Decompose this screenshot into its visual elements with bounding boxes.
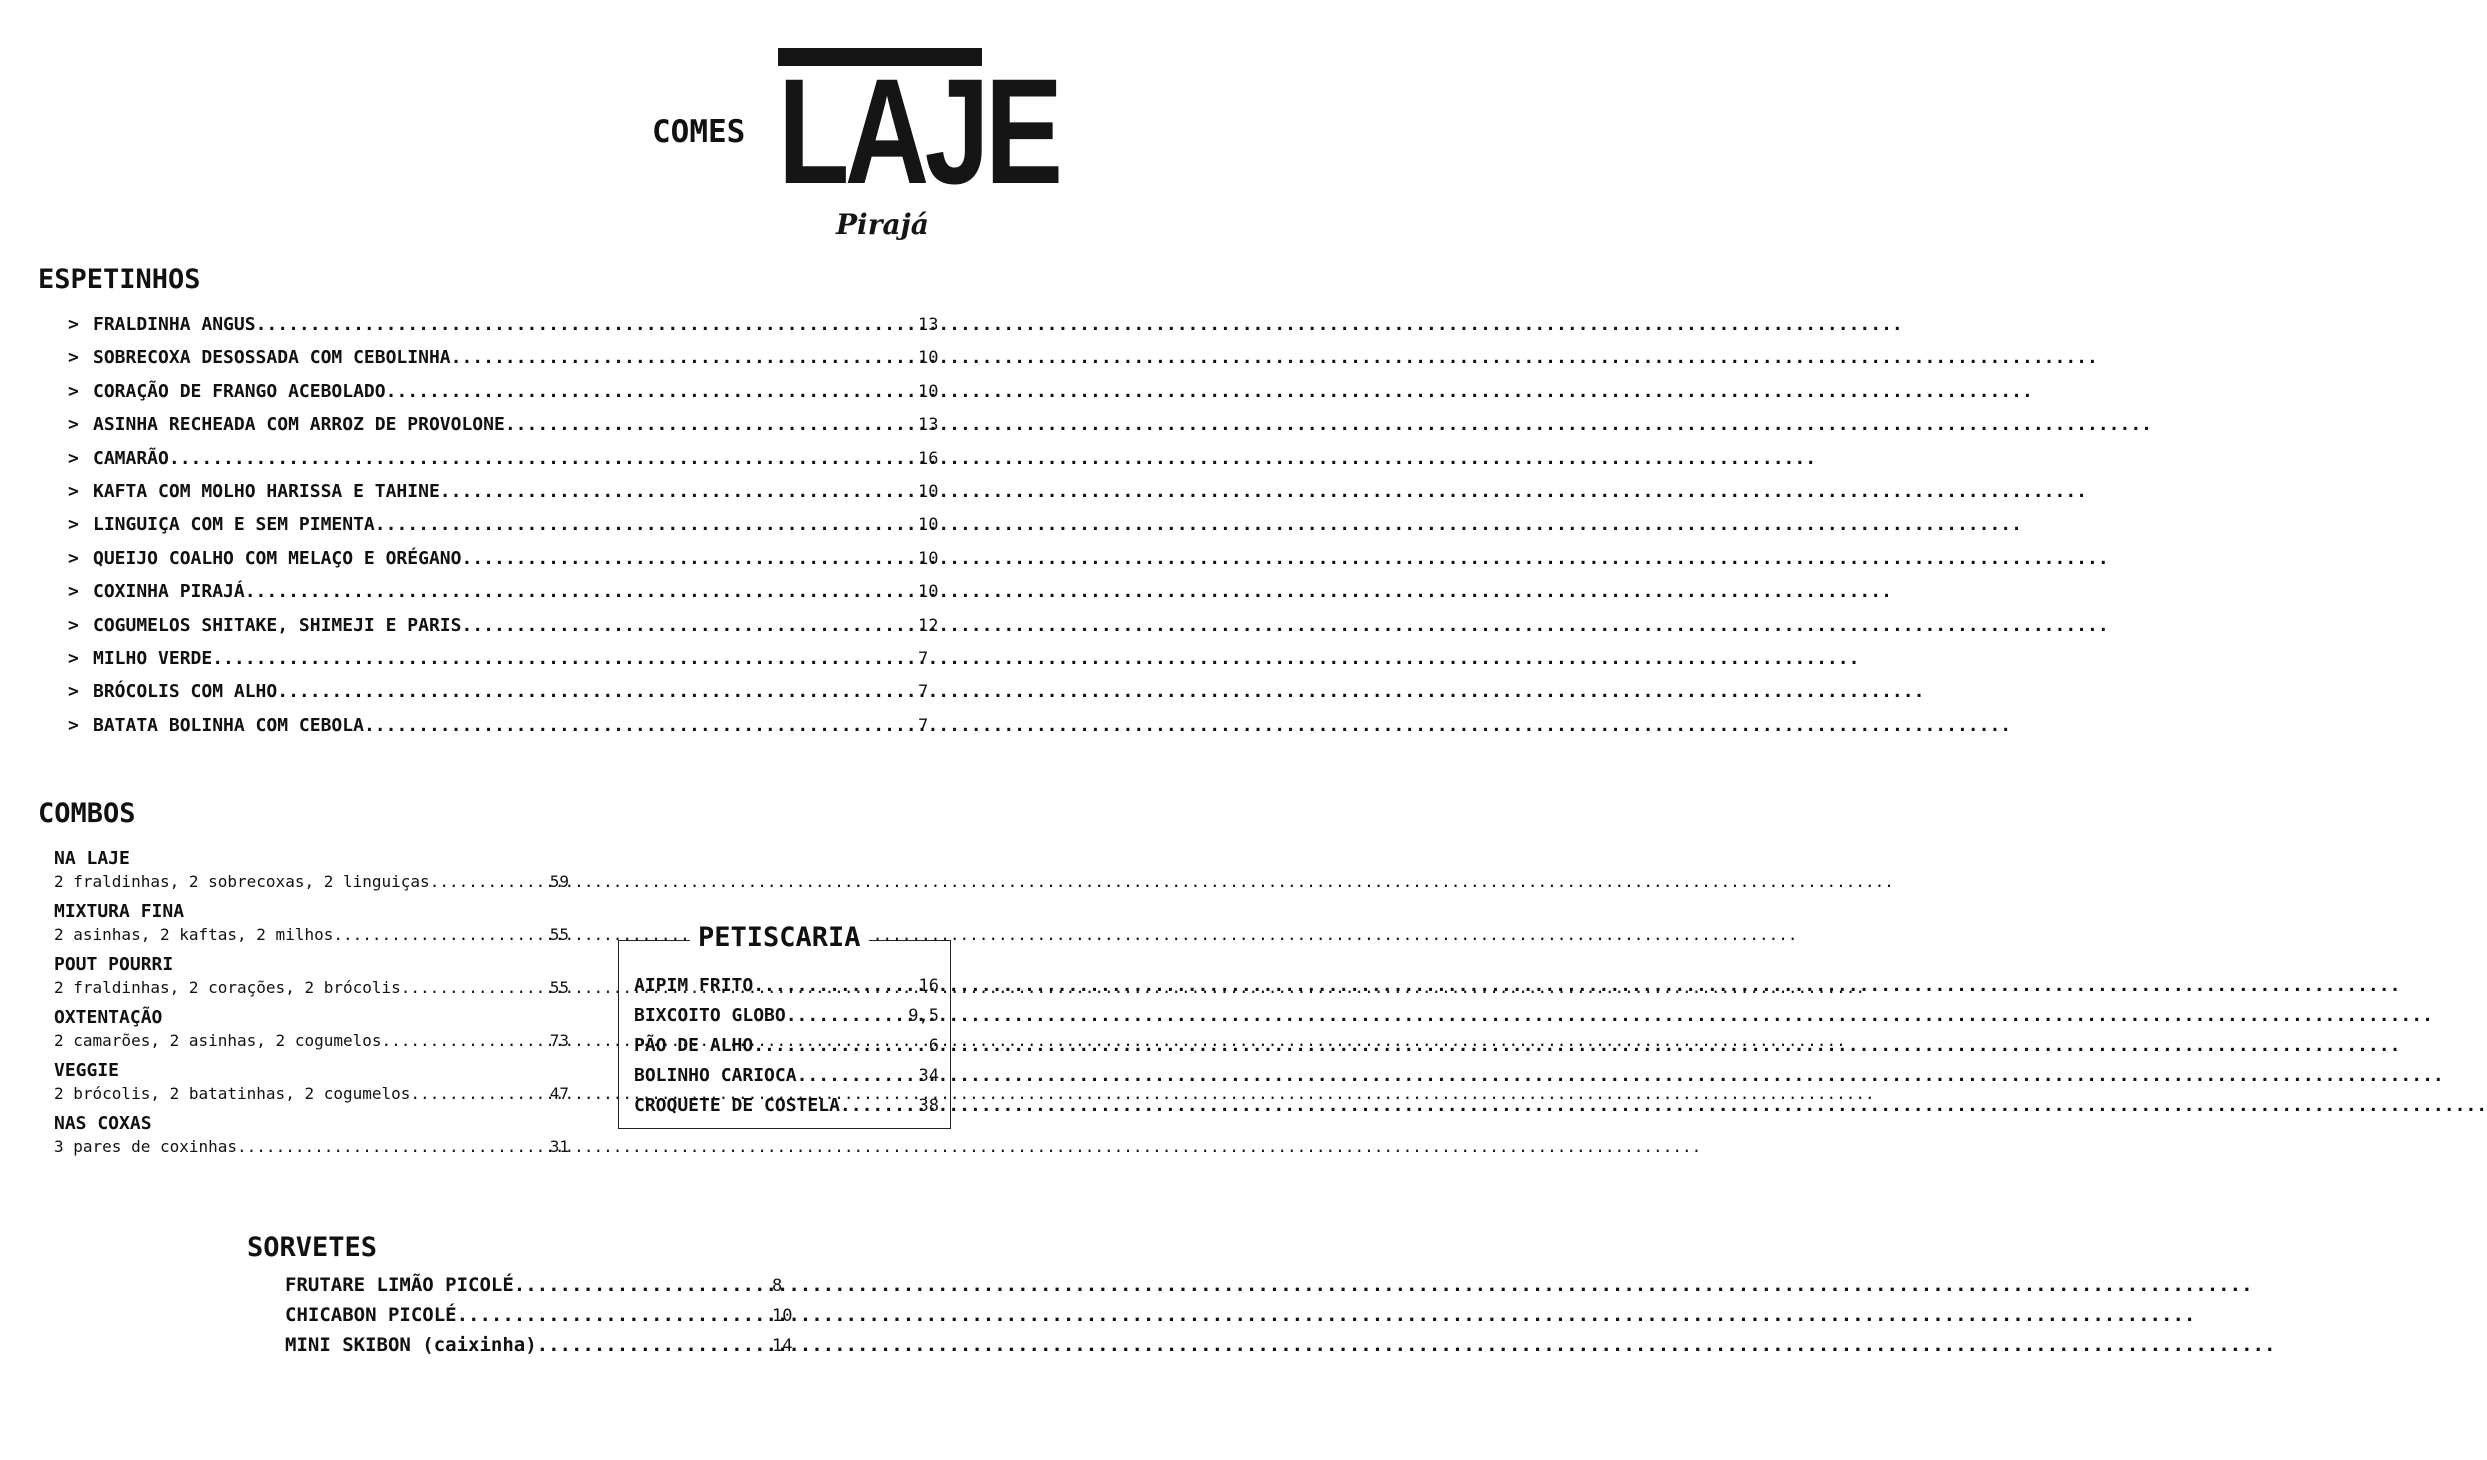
menu-item — [68, 681, 948, 714]
arrow-icon: > — [68, 480, 79, 502]
item-name: MILHO VERDE — [93, 647, 213, 669]
arrow-icon: > — [68, 447, 79, 469]
item-name: SOBRECOXA DESOSSADA COM CEBOLINHA — [93, 347, 451, 369]
arrow-icon: > — [68, 380, 79, 402]
item-price: 7 — [918, 682, 929, 703]
dot-leader — [401, 978, 546, 998]
arrow-icon: > — [68, 547, 79, 569]
item-name: MINI SKIBON (caixinha) — [285, 1334, 537, 1356]
dot-leader — [382, 1031, 546, 1051]
combo-price: 73 — [549, 1031, 569, 1050]
combo-desc-text: 2 asinhas, 2 kaftas, 2 milhos — [54, 925, 334, 944]
item-price: 12 — [918, 615, 939, 636]
combo-name: MIXTURA FINA — [54, 901, 185, 922]
combo-description — [54, 1031, 569, 1058]
dot-leader — [514, 1274, 768, 1296]
dot-leader — [430, 872, 546, 892]
item-name: CHICABON PICOLÉ — [285, 1304, 457, 1326]
combo-item — [54, 1058, 569, 1111]
arrow-icon: > — [68, 514, 79, 536]
dot-leader — [386, 381, 914, 402]
combo-name: NA LAJE — [54, 848, 130, 869]
combo-item — [54, 1005, 569, 1058]
item-price: 9,5 — [908, 1006, 939, 1026]
laje-logo — [778, 47, 1059, 258]
arrow-icon: > — [68, 681, 79, 703]
dot-leader — [277, 681, 914, 702]
petiscaria-title: PETISCARIA — [690, 922, 869, 953]
combo-item — [54, 1111, 569, 1164]
item-price: 7 — [918, 648, 929, 669]
menu-item — [68, 548, 948, 581]
combo-name: VEGGIE — [54, 1060, 120, 1081]
menu-item — [634, 1035, 939, 1065]
dot-leader — [333, 925, 545, 945]
item-name: FRALDINHA ANGUS — [93, 314, 256, 335]
espetinhos-list — [68, 314, 948, 748]
comes-heading: COMES — [652, 114, 746, 150]
combo-desc-text: 2 fraldinhas, 2 corações, 2 brócolis — [54, 978, 401, 997]
combo-desc-text: 2 fraldinhas, 2 sobrecoxas, 2 linguiças — [54, 872, 430, 891]
arrow-icon: > — [68, 314, 79, 335]
dot-leader — [451, 347, 914, 368]
menu-item — [68, 514, 948, 547]
menu-item — [285, 1334, 800, 1364]
item-name: COXINHA PIRAJÁ — [93, 581, 245, 603]
item-name: CAMARÃO — [93, 447, 169, 469]
menu-item — [68, 481, 948, 514]
combos-title: COMBOS — [38, 798, 136, 829]
item-price: 34 — [918, 1066, 939, 1086]
dot-leader — [245, 581, 914, 602]
logo-subtitle: Pirajá — [836, 208, 929, 241]
item-name: CROQUETE DE COSTELA — [634, 1095, 840, 1116]
combo-price: 55 — [549, 925, 569, 944]
combo-description — [54, 1137, 569, 1164]
menu-item — [68, 381, 948, 414]
item-name: BRÓCOLIS COM ALHO — [93, 681, 278, 703]
item-name: LINGUIÇA COM E SEM PIMENTA — [93, 514, 375, 536]
arrow-icon: > — [68, 347, 79, 369]
item-price: 10 — [918, 515, 939, 536]
menu-item — [285, 1274, 800, 1304]
item-price: 14 — [772, 1336, 793, 1356]
item-price: 13 — [918, 315, 939, 335]
logo-word: LAJE — [778, 47, 1059, 215]
menu-item — [634, 1095, 939, 1125]
item-name: COGUMELOS SHITAKE, SHIMEJI E PARIS — [93, 614, 462, 636]
combo-price: 55 — [549, 978, 569, 997]
menu-item — [68, 448, 948, 481]
combo-description — [54, 978, 569, 1005]
item-price: 6 — [928, 1036, 939, 1056]
espetinhos-title: ESPETINHOS — [38, 264, 201, 295]
menu-item — [68, 615, 948, 648]
menu-item — [68, 715, 948, 748]
item-name: CORAÇÃO DE FRANGO ACEBOLADO — [93, 380, 386, 402]
dot-leader — [840, 1095, 917, 1116]
item-name: QUEIJO COALHO COM MELAÇO E ORÉGANO — [93, 547, 462, 569]
dot-leader — [440, 481, 914, 502]
dot-leader — [256, 314, 914, 335]
combos-list — [54, 846, 569, 1164]
item-price: 8 — [772, 1276, 783, 1296]
dot-leader — [461, 548, 914, 569]
dot-leader — [237, 1137, 546, 1157]
menu-item — [68, 314, 948, 347]
combo-item — [54, 846, 569, 899]
item-price: 16 — [918, 448, 939, 469]
menu-item — [68, 414, 948, 447]
combo-price: 59 — [549, 872, 569, 891]
menu-item — [68, 347, 948, 380]
combo-desc-text: 2 brócolis, 2 batatinhas, 2 cogumelos — [54, 1084, 411, 1103]
item-price: 7 — [918, 715, 929, 736]
menu-item — [634, 1005, 939, 1035]
item-name: ASINHA RECHEADA COM ARROZ DE PROVOLONE — [93, 414, 505, 436]
dot-leader — [753, 975, 916, 996]
combo-price: 31 — [549, 1137, 569, 1156]
dot-leader — [364, 715, 914, 736]
item-price: 10 — [918, 582, 939, 603]
item-name: BOLINHO CARIOCA — [634, 1065, 797, 1086]
combo-item — [54, 899, 569, 952]
sorvetes-list — [285, 1274, 800, 1364]
dot-leader — [375, 514, 914, 535]
menu-item — [634, 975, 939, 1005]
item-name: AIPIM FRITO — [634, 975, 754, 996]
combo-description — [54, 1084, 569, 1111]
combo-description — [54, 925, 569, 952]
arrow-icon: > — [68, 414, 79, 436]
arrow-icon: > — [68, 614, 79, 636]
dot-leader — [212, 648, 914, 669]
item-price: 10 — [918, 381, 939, 402]
dot-leader — [169, 448, 914, 469]
sorvetes-title: SORVETES — [247, 1232, 378, 1263]
dot-leader — [461, 615, 914, 636]
combo-item — [54, 952, 569, 1005]
dot-leader — [797, 1065, 917, 1086]
item-price: 10 — [918, 548, 939, 569]
petiscaria-list — [634, 975, 939, 1125]
combo-desc-text: 2 camarões, 2 asinhas, 2 cogumelos — [54, 1031, 382, 1050]
combo-price: 47 — [549, 1084, 569, 1103]
menu-item — [634, 1065, 939, 1095]
dot-leader — [410, 1084, 545, 1104]
item-price: 13 — [918, 415, 939, 436]
menu-item — [68, 648, 948, 681]
menu-item — [68, 581, 948, 614]
dot-leader — [537, 1334, 768, 1356]
dot-leader — [753, 1035, 927, 1056]
item-price: 16 — [918, 976, 939, 996]
combo-desc-text: 3 pares de coxinhas — [54, 1137, 238, 1156]
arrow-icon: > — [68, 581, 79, 603]
dot-leader — [457, 1304, 768, 1326]
arrow-icon: > — [68, 714, 79, 736]
arrow-icon: > — [68, 647, 79, 669]
item-price: 10 — [772, 1306, 793, 1326]
combo-name: NAS COXAS — [54, 1113, 152, 1134]
item-price: 10 — [918, 481, 939, 502]
menu-item — [285, 1304, 800, 1334]
combo-name: OXTENTAÇÃO — [54, 1007, 163, 1028]
item-price: 38 — [918, 1096, 939, 1116]
item-name: BIXCOITO GLOBO — [634, 1005, 786, 1026]
dot-leader — [786, 1005, 907, 1026]
item-name: PÃO DE ALHO — [634, 1035, 754, 1056]
item-name: BATATA BOLINHA COM CEBOLA — [93, 714, 364, 736]
combo-name: POUT POURRI — [54, 954, 174, 975]
item-price: 10 — [918, 348, 939, 369]
item-name: KAFTA COM MOLHO HARISSA E TAHINE — [93, 480, 440, 502]
dot-leader — [505, 414, 914, 435]
item-name: FRUTARE LIMÃO PICOLÉ — [285, 1274, 514, 1296]
combo-description — [54, 872, 569, 899]
